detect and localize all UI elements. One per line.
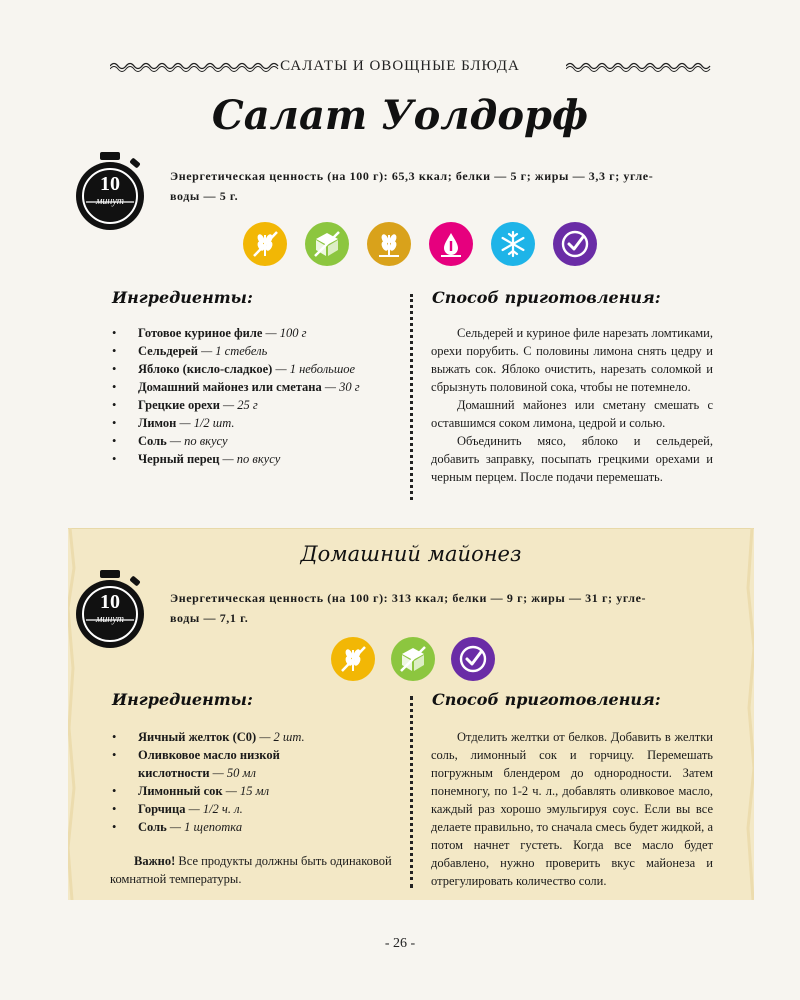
page-number: - 26 - [384, 936, 416, 951]
right-wave-ornament [566, 60, 716, 72]
diet-icons [331, 637, 495, 681]
ingredient-name: Готовое куриное филе [138, 326, 263, 340]
energy-info [170, 588, 730, 628]
energy-line-1: Энергетическая ценность (на 100 г): 313 ккал; белки — 9 г; жиры — 31 г; угле- [170, 591, 647, 605]
important-note [110, 852, 402, 888]
ingredient-name: Соль [138, 820, 167, 834]
column-divider [410, 696, 413, 888]
ingredient-name: Яблоко (кисло-сладкое) [138, 362, 273, 376]
ingredient-item [110, 800, 310, 818]
ingredient-quantity: — 1 небольшое [272, 362, 356, 376]
ingredient-item [110, 414, 400, 432]
gluten-free-icon [331, 637, 375, 681]
method-paragraph: Сельдерей и куриное филе нарезать ломтиками, орехи порубить. С половины лимона снять цедру и выжать сок. Яблоко очистить, нарезать соломкой и сбрызнуть половиной сока, чтобы не потемнело. [431, 326, 713, 394]
ingredient-name: Домашний майонез или сметана [138, 380, 322, 394]
ingredients-heading: Ингредиенты: [112, 690, 253, 709]
ingredient-name: Горчица [138, 802, 186, 816]
ingredient-item [110, 450, 400, 468]
recipe-title: Салат Уолдорф [211, 92, 589, 139]
ingredient-item [110, 432, 400, 450]
ingredient-quantity: — 15 мл [222, 784, 270, 798]
ingredient-name: Оливковое масло низкой кислотности [138, 748, 280, 780]
stopwatch-icon [72, 150, 148, 232]
method-paragraph: Объединить мясо, яблоко и сельдерей, добавить заправку, посыпать грецкими орехами и черным перцем. После подачи перемешать. [431, 434, 713, 484]
ingredient-item [110, 342, 400, 360]
ingredient-quantity: — 100 г [262, 326, 307, 340]
ingredient-item [110, 360, 400, 378]
ingredient-quantity: — 50 мл [209, 766, 256, 780]
check-icon [451, 637, 495, 681]
check-icon [553, 222, 597, 266]
snowflake-icon [491, 222, 535, 266]
ingredient-quantity: — по вкусу [219, 452, 281, 466]
ingredient-name: Соль [138, 434, 167, 448]
stopwatch-icon [72, 568, 148, 650]
timer-value: 10 [100, 173, 120, 195]
method-heading: Способ приготовления: [432, 288, 661, 307]
gluten-free-icon [243, 222, 287, 266]
energy-line-2: воды — 7,1 г. [170, 611, 249, 625]
sugar-free-icon [305, 222, 349, 266]
ingredient-item [110, 324, 400, 342]
ingredient-quantity: — 1/2 ч. л. [185, 802, 243, 816]
method-paragraph: Отделить желтки от белков. Добавить в желтки соль, лимонный сок и горчицу. Перемешать погружным блендером до однородности. Затем понемногу, по 1-2 ч. л., добавлять оливковое масло, каждый раз хорошо эмульгируя соус. Если вы все делаете правильно, то сначала смесь будет жидкой, а потом начнет густеть. Когда все масло будет добавлено, нужно проверить вкус майонеза и отрегулировать количество соли. [431, 730, 713, 888]
ingredient-name: Лимонный сок [138, 784, 223, 798]
timer-unit: минут [95, 196, 124, 207]
ingredient-name: Черный перец [138, 452, 220, 466]
ingredient-item [110, 746, 310, 782]
blood-drop-icon [429, 222, 473, 266]
ingredient-quantity: — по вкусу [166, 434, 228, 448]
ingredient-item [110, 396, 400, 414]
ingredients-heading: Ингредиенты: [112, 288, 253, 307]
sub-recipe-title: Домашний майонез [300, 542, 522, 566]
sugar-free-icon [391, 637, 435, 681]
energy-line-2: воды — 5 г. [170, 189, 239, 203]
ingredient-quantity: — 1 стебель [197, 344, 268, 358]
section-title: САЛАТЫ И ОВОЩНЫЕ БЛЮДА [280, 58, 520, 74]
ingredient-quantity: — 30 г [321, 380, 360, 394]
method-text [431, 324, 713, 486]
ingredients-list [110, 324, 400, 468]
grain-icon [367, 222, 411, 266]
ingredient-name: Лимон [138, 416, 177, 430]
note-label: Важно! [134, 854, 176, 868]
note-text: Все продукты должны быть одинаковой комнатной температуры. [110, 854, 392, 886]
ingredient-item [110, 728, 310, 746]
ingredient-quantity: — 25 г [219, 398, 258, 412]
energy-line-1: Энергетическая ценность (на 100 г): 65,3 ккал; белки — 5 г; жиры — 3,3 г; угле- [170, 169, 654, 183]
method-text [431, 728, 713, 890]
diet-icons [243, 222, 597, 266]
ingredients-list [110, 728, 310, 836]
energy-info [170, 166, 730, 206]
ingredient-quantity: — 1 щепотка [166, 820, 243, 834]
method-paragraph: Домашний майонез или сметану смешать с оставшимся соком лимона, цедрой и солью. [431, 398, 713, 430]
ingredient-item [110, 782, 310, 800]
ingredient-name: Сельдерей [138, 344, 198, 358]
timer-value: 10 [100, 591, 120, 613]
ingredient-name: Грецкие орехи [138, 398, 220, 412]
method-heading: Способ приготовления: [432, 690, 661, 709]
ingredient-item [110, 378, 400, 396]
timer-unit: минут [95, 614, 124, 625]
ingredient-item [110, 818, 310, 836]
ingredient-name: Яичный желток (С0) [138, 730, 257, 744]
ingredient-quantity: — 2 шт. [256, 730, 305, 744]
ingredient-quantity: — 1/2 шт. [176, 416, 235, 430]
column-divider [410, 294, 413, 500]
